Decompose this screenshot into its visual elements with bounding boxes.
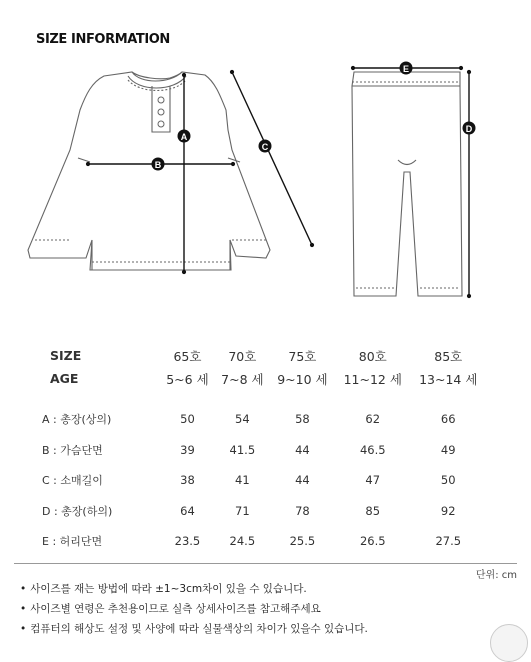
note-item: • 사이즈를 재는 방법에 따라 ±1~3cm차이 있을 수 있습니다. bbox=[14, 582, 368, 602]
age-cell: 11~12 세 bbox=[343, 371, 402, 387]
row-label: E : 허리단면 bbox=[42, 535, 103, 549]
size-cell: 70호 bbox=[228, 348, 257, 364]
table-cell: 54 bbox=[235, 412, 250, 427]
measure-marker-b bbox=[152, 158, 165, 171]
table-cell: 44 bbox=[295, 473, 310, 488]
table-cell: 62 bbox=[365, 412, 381, 427]
table-cell: 66 bbox=[440, 412, 456, 427]
measure-marker-d bbox=[463, 122, 476, 135]
row-label: C : 소매길이 bbox=[42, 474, 103, 488]
table-cell: 23.5 bbox=[174, 534, 201, 549]
table-cell: 41 bbox=[235, 473, 250, 488]
table-cell: 24.5 bbox=[229, 534, 256, 549]
size-cell: 80호 bbox=[358, 348, 387, 364]
measure-marker-c bbox=[259, 140, 272, 153]
table-cell: 50 bbox=[180, 412, 195, 427]
table-cell: 71 bbox=[235, 503, 250, 518]
size-cell: 85호 bbox=[434, 348, 463, 364]
size-measurement-diagram bbox=[0, 0, 531, 330]
table-cell: 49 bbox=[440, 442, 456, 457]
svg-text:E: E bbox=[402, 64, 410, 74]
row-label: B : 가슴단면 bbox=[42, 443, 103, 457]
svg-text:D: D bbox=[465, 124, 473, 134]
table-cell: 27.5 bbox=[435, 534, 462, 549]
divider bbox=[14, 563, 517, 564]
shirt-buttons bbox=[158, 97, 164, 127]
table-cell: 64 bbox=[180, 503, 195, 518]
svg-text:A: A bbox=[180, 132, 188, 142]
scroll-top-button[interactable] bbox=[490, 624, 528, 662]
table-cell: 85 bbox=[365, 503, 381, 518]
table-cell: 26.5 bbox=[359, 534, 386, 549]
row-label: D : 총장(하의) bbox=[42, 504, 113, 518]
table-cell: 58 bbox=[295, 412, 310, 427]
svg-text:C: C bbox=[261, 142, 269, 152]
age-cell: 5~6 세 bbox=[166, 371, 209, 387]
table-cell: 46.5 bbox=[359, 442, 386, 457]
table-cell: 39 bbox=[180, 442, 195, 457]
page-title: SIZE INFORMATION bbox=[36, 32, 170, 47]
table-cell: 44 bbox=[295, 442, 310, 457]
table-row bbox=[36, 496, 486, 527]
size-header-row bbox=[36, 344, 486, 367]
table-cell: 78 bbox=[295, 503, 310, 518]
age-cell: 7~8 세 bbox=[221, 371, 264, 387]
table-row bbox=[36, 526, 486, 557]
age-label: AGE bbox=[50, 371, 79, 386]
top-shirt-illustration bbox=[28, 72, 270, 270]
size-label: SIZE bbox=[50, 348, 82, 363]
notes-list bbox=[14, 582, 368, 642]
table-cell: 25.5 bbox=[289, 534, 316, 549]
measure-marker-e bbox=[400, 62, 413, 75]
pants-illustration bbox=[352, 72, 462, 296]
size-cell: 65호 bbox=[173, 348, 202, 364]
table-row bbox=[36, 404, 486, 435]
unit-label: 단위: cm bbox=[475, 570, 517, 581]
table-cell: 50 bbox=[440, 473, 456, 488]
size-cell: 75호 bbox=[288, 348, 317, 364]
size-table bbox=[36, 344, 486, 557]
note-item: • 컴퓨터의 해상도 설정 및 사양에 따라 실물색상의 차이가 있을수 있습니다. bbox=[14, 622, 368, 642]
row-label: A : 총장(상의) bbox=[42, 413, 112, 427]
age-cell: 9~10 세 bbox=[277, 371, 328, 387]
measure-marker-a bbox=[178, 130, 191, 143]
note-item: • 사이즈별 연령은 추천용이므로 실측 상세사이즈를 참고해주세요 bbox=[14, 602, 368, 622]
table-row bbox=[36, 465, 486, 496]
table-row bbox=[36, 435, 486, 466]
svg-text:B: B bbox=[154, 160, 162, 170]
table-cell: 41.5 bbox=[229, 442, 256, 457]
table-cell: 38 bbox=[180, 473, 195, 488]
table-cell: 47 bbox=[365, 473, 381, 488]
table-cell: 92 bbox=[440, 503, 456, 518]
age-cell: 13~14 세 bbox=[419, 371, 478, 387]
age-header-row bbox=[36, 367, 486, 390]
